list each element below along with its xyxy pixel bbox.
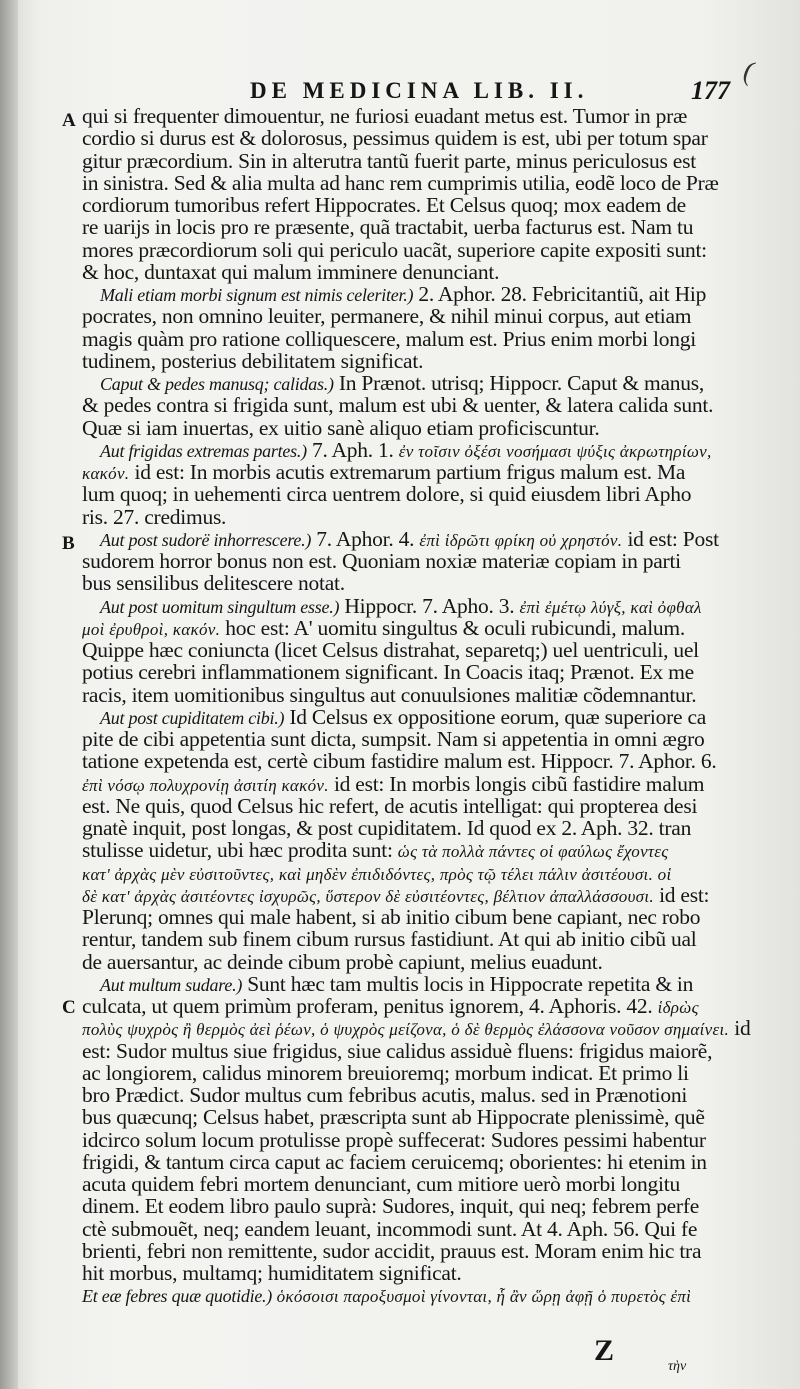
- text-line: tatione expetenda est, certè cibum fastidire malum est. Hippocr. 7. Aphor. 6.: [82, 749, 717, 774]
- text-line: rentur, tandem sub finem cibum rursus fastidiunt. At qui ab initio cibũ ual: [82, 927, 697, 952]
- greek-quote: κακόν.: [82, 464, 130, 483]
- text-line: pocrates, non omnino leuiter, permanere, & nihil minui corpus, aut etiam: [82, 304, 692, 329]
- text-line: pite de cibi appetentia sunt dicta, sumpsit. Nam si appetentia in omni ægro: [82, 727, 705, 751]
- text-span: id: [729, 1016, 751, 1041]
- text-span: Id Celsus ex oppositione eorum, quæ superiore ca: [284, 704, 707, 729]
- text-line: & pedes contra si frigida sunt, malum est ubi & uenter, & latera calida sunt.: [82, 393, 714, 418]
- catchword: τὴν: [668, 1359, 687, 1374]
- lemma: Mali etiam morbi signum est nimis celeriter.): [100, 285, 414, 305]
- text-line: lum quoq; in uehementi circa uentrem dolore, si quid eiusdem libri Apho: [82, 482, 692, 507]
- text-line: bro Prædict. Sudor multus cum febribus acutis, malus. sed in Prænotioni: [82, 1083, 688, 1107]
- text-span: id est: In morbis longis cibũ fastidire malum: [328, 771, 705, 796]
- lemma: Aut post uomitum singultum esse.): [100, 596, 340, 617]
- text-span: 7. Aph. 1.: [306, 437, 399, 462]
- text-span: hoc est: A' uomitu singultus & oculi rubicundi, malum.: [220, 615, 686, 640]
- text-line: [82, 595, 710, 617]
- text-line: cordiorum tumoribus refert Hippocrates. Et Celsus quoq; mox eadem de: [82, 193, 686, 217]
- text-span: Hippocr. 7. Apho. 3.: [339, 593, 520, 618]
- text-line: [82, 1016, 751, 1041]
- text-line: [82, 839, 710, 861]
- running-head: DE MEDICINA LIB. II.: [250, 78, 589, 103]
- text-line: acuta quidem febri mortem denunciant, cum mitiore uerò morbi longitu: [82, 1172, 680, 1196]
- greek-quote: ἐπὶ ἱδρῶτι φρίκη οὐ χρηστόν.: [419, 530, 623, 550]
- text-line: re uarijs in locis pro re præsente, quã tractabit, uerba facturus est. Nam tu: [82, 215, 694, 240]
- text-line: [82, 439, 710, 461]
- text-line: [82, 283, 710, 305]
- text-line: ac longiorem, calidus minorem breuioremq; morbum indicat. Et primo li: [82, 1060, 689, 1085]
- text-line: [82, 862, 710, 884]
- text-line: [82, 372, 710, 394]
- text-line: bus quæcunq; Celsus habet, præscripta sunt ab Hippocrate plenissimè, quẽ: [82, 1105, 705, 1130]
- greek-quote: ὡς τὰ πολλὰ πάντες οἱ φαύλως ἔχοντες: [397, 842, 669, 862]
- lemma: Aut frigidas extremas partes.): [100, 440, 307, 461]
- lemma: Aut post sudorë inhorrescere.): [100, 529, 312, 550]
- text-span: stulisse uidetur, ubi hæc prodita sunt:: [82, 838, 398, 863]
- greek-quote: κατ' ἀρχὰς μὲν εὐσιτοῦντες, καὶ μηδὲν ἐπιδιδόντες, πρὸς τῷ τέλει πάλιν ἀσιτέουσι. οἱ: [82, 864, 672, 884]
- lemma: Aut multum sudare.): [100, 974, 243, 995]
- text-line: [82, 973, 710, 995]
- text-line: in sinistra. Sed & alia multa ad hanc rem cumprimis utilia, eodẽ loco de Præ: [82, 170, 719, 195]
- page-gutter-shadow: [0, 0, 18, 1389]
- text-line: ris. 27. credimus.: [82, 504, 227, 529]
- text-line: hit morbus, multamq; humiditatem significat.: [82, 1261, 462, 1285]
- commentary-text: [82, 104, 751, 1307]
- text-line: [82, 706, 710, 728]
- text-line: est: Sudor multus siue frigidus, siue calidus assiduè fluens: frigidus maiorẽ,: [82, 1038, 713, 1063]
- text-span: 2. Aphor. 28. Febricitantiũ, ait Hip: [413, 282, 707, 306]
- text-line: [82, 526, 719, 551]
- greek-quote: ἐν τοῖσιν ὀξέσι νοσήμασι ψύξις ἀκρωτηρίων,: [398, 441, 712, 461]
- text-line: & hoc, duntaxat qui malum imminere denunciant.: [82, 259, 500, 284]
- text-span: 7. Aphor. 4.: [311, 526, 420, 551]
- text-line: ctè submouẽt, neq; eandem leuant, incommodi sunt. At 4. Aph. 56. Qui fe: [82, 1216, 698, 1241]
- text-line: gitur præcordium. Sin in alterutra tantũ fuerit parte, minus periculosus est: [82, 148, 696, 173]
- page-number: 177: [691, 76, 730, 105]
- text-line: Quippe hæc coniuncta (licet Celsus distrahat, separetq;) uel uentriculi, uel: [82, 638, 699, 662]
- greek-quote: δὲ κατ' ἀρχὰς ἀσιτέοντες ἰσχυρῶς, ὕστερον δὲ εὐσιτέοντες, βέλτιον ἀπαλλάσσουσι.: [82, 886, 654, 906]
- text-line: [82, 884, 710, 906]
- text-span: culcata, ut quem primùm proferam, penitus ignorem, 4. Aphoris. 42.: [82, 994, 658, 1018]
- greek-quote: ἱδρὼς: [657, 998, 699, 1017]
- lemma: Aut post cupiditatem cibi.): [100, 707, 285, 728]
- text-line: [82, 461, 710, 483]
- greek-quote: πολὺς ψυχρὸς ἢ θερμὸς ἀεὶ ῥέων, ὁ ψυχρὸς μείζονα, ὁ δὲ θερμὸς ἐλάσσονα νοῦσον σημαίνει.: [82, 1020, 730, 1040]
- lemma: Caput & pedes manusq; calidas.): [100, 374, 334, 394]
- text-line: gnatè inquit, post longas, & post cupiditatem. Id quod ex 2. Aph. 32. tran: [82, 816, 692, 840]
- pencil-mark: (: [739, 55, 759, 88]
- text-line: racis, item uomitionibus singultus aut conuulsiones malitiæ cõdemnantur.: [82, 682, 697, 707]
- text-line: bus sensilibus delitescere notat.: [82, 571, 345, 596]
- text-line: [82, 773, 710, 795]
- greek-quote: μοὶ ἐρυθροὶ, κακόν.: [82, 619, 221, 639]
- greek-quote: ἐπὶ νόσῳ πολυχρονίῃ ἀσιτίη κακόν.: [82, 775, 329, 795]
- lemma: Et eæ febres quæ quotidie.): [82, 1286, 273, 1307]
- text-line: brienti, febri non remittente, sudor accidit, prauus est. Moram enim hic tra: [82, 1238, 702, 1263]
- text-line: tudinem, posterius debilitatem significat.: [82, 348, 424, 373]
- text-span: id est: In morbis acutis extremarum partium frigus malum est. Ma: [129, 460, 686, 484]
- text-line: sudorem horror bonus non est. Quoniam noxiæ materiæ copiam in parti: [82, 549, 681, 573]
- text-line: [82, 617, 710, 639]
- text-line: magis quàm pro ratione colliquescere, malum est. Prius enim morbi longi: [82, 326, 696, 351]
- signature-mark: Z: [594, 1334, 615, 1367]
- text-line: [82, 995, 710, 1017]
- text-line: potius cerebri inflammationem significant. In Coacis itaq; Prænot. Ex me: [82, 660, 694, 685]
- greek-quote: ὁκόσοισι παροξυσμοὶ γίνονται, ἧ ἂν ὥρῃ ἀφῇ ὁ πυρετὸς ἐπὶ: [272, 1287, 692, 1307]
- text-span: id est:: [653, 882, 710, 907]
- text-line: de auersantur, ac deinde cibum probè capiunt, melius euadunt.: [82, 949, 603, 974]
- margin-marker-c: C: [62, 997, 76, 1018]
- greek-quote: ἐπὶ ἐμέτῳ λύγξ, καὶ ὀφθαλ: [519, 597, 702, 617]
- text-span: id est: Post: [622, 526, 719, 551]
- text-line: qui si frequenter dimouentur, ne furiosi euadant metus est. Tumor in præ: [82, 104, 688, 128]
- margin-marker-a: A: [62, 110, 76, 131]
- text-line: dinem. Et eodem libro paulo suprà: Sudores, inquit, qui neq; febrem perfe: [82, 1194, 700, 1219]
- margin-marker-b: B: [62, 533, 75, 554]
- text-line: est. Ne quis, quod Celsus hic refert, de acutis intelligat: qui propterea desi: [82, 793, 698, 818]
- text-span: In Prænot. utrisq; Hippocr. Caput & manus,: [333, 371, 705, 395]
- text-line: frigidi, & tantum circa caput ac faciem ceruicemq; oborientes: hi etenim in: [82, 1149, 707, 1174]
- text-line: [82, 1284, 710, 1306]
- text-line: mores præcordiorum soli qui periculo uacãt, superiore capite expositi sunt:: [82, 237, 707, 262]
- text-line: idcirco solum locum protulisse propè suffecerat: Sudores pessimi habentur: [82, 1127, 706, 1152]
- text-span: Sunt hæc tam multis locis in Hippocrate repetita & in: [242, 971, 694, 996]
- text-line: cordio si durus est & dolorosus, pessimus quidem is est, ubi per totum spar: [82, 126, 708, 151]
- text-line: Quæ si iam inuertas, ex uitio sanè aliquo etiam proficiscuntur.: [82, 415, 600, 440]
- text-line: Plerunq; omnes qui male habent, si ab initio cibum bene capiant, nec robo: [82, 905, 701, 929]
